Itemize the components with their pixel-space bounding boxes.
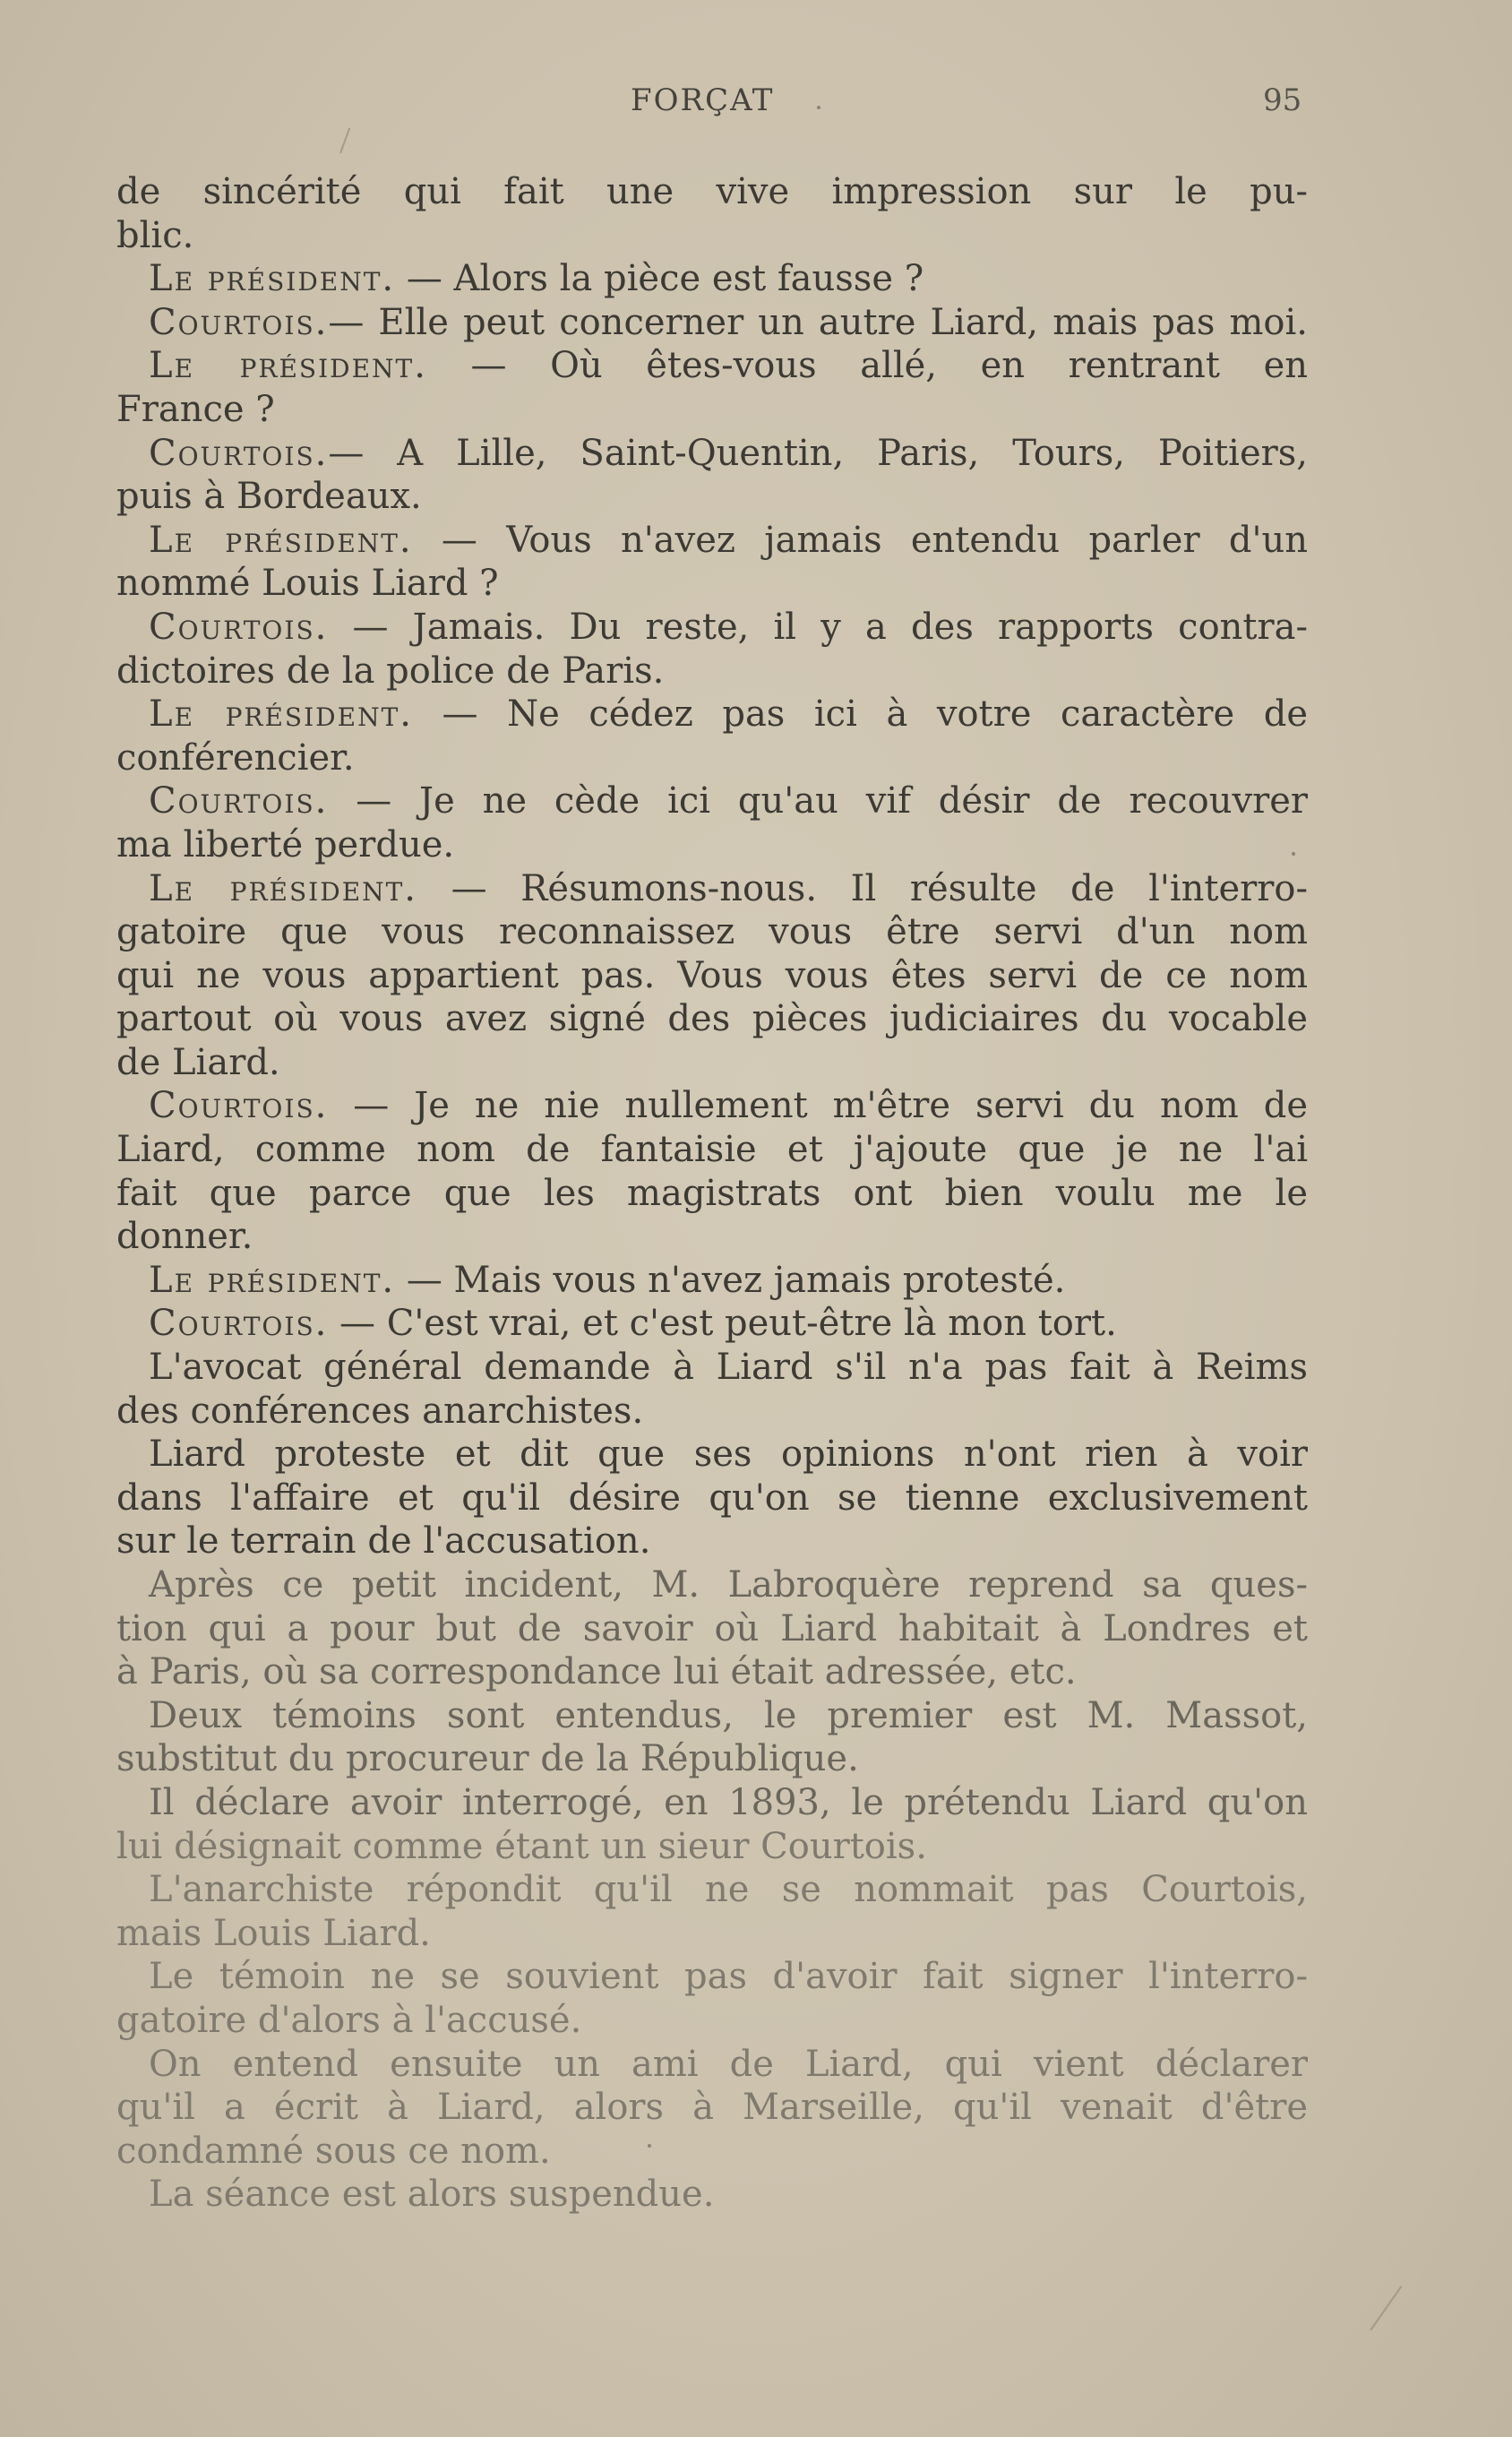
line-text: sur le terrain de l'accusation. [116,1520,651,1563]
text-line [116,1650,1308,1694]
line-text: L'avocat général demande à Liard s'il n'a pas fait à Reims [149,1347,1308,1389]
line-text: — Mais vous n'avez jamais protesté. [395,1259,1066,1301]
line-text: dictoires de la police de Paris. [116,650,665,692]
speaker-name: Courtois. [149,606,329,648]
text-line [116,1520,1308,1563]
line-text: Deux témoins sont entendus, le premier est M. Massot, [149,1694,1308,1736]
text-line [116,1781,1308,1825]
line-text: condamné sous ce nom. [116,2130,551,2172]
text-line [116,910,1308,954]
text-line [116,2086,1308,2130]
paper-speck [648,2144,651,2148]
text-line [116,562,1308,606]
line-text: qu'il a écrit à Liard, alors à Marseille, qu'il venait d'être [116,2087,1308,2129]
speaker-name: Courtois. [149,1085,329,1127]
line-text: La séance est alors suspendue. [149,2174,715,2216]
text-line [116,1607,1308,1651]
text-line [116,475,1308,519]
text-line [116,519,1308,563]
speaker-name: Courtois. [149,780,329,822]
line-text: — A Lille, Saint-Quentin, Paris, Tours, Poitiers, [328,432,1308,474]
speaker-name: Le président. [149,1259,396,1301]
text-line [116,1128,1308,1172]
speaker-name: Courtois. [149,432,329,474]
line-text: — Ne cédez pas ici à votre caractère de [412,693,1308,736]
line-text: — Résumons-nous. Il résulte de l'interro- [417,867,1309,909]
line-text: — Je ne nie nullement m'être servi du nom de [328,1085,1308,1127]
line-text: partout où vous avez signé des pièces judiciaires du vocable [116,998,1308,1040]
running-head [0,82,1512,127]
text-line [116,1955,1308,1999]
line-text: blic. [116,214,194,256]
line-text: Liard, comme nom de fantaisie et j'ajoute que je ne l'ai [116,1129,1308,1171]
line-text: gatoire d'alors à l'accusé. [116,1999,582,2041]
text-line [116,2130,1308,2174]
line-text: France ? [116,388,275,430]
text-line [116,1912,1308,1956]
text-line [116,257,1308,301]
text-line [116,344,1308,388]
line-text: — C'est vrai, et c'est peut-être là mon tort. [328,1303,1117,1345]
line-text: dans l'affaire et qu'il désire qu'on se tienne exclusivement [116,1477,1308,1519]
text-line [116,1346,1308,1390]
line-text: — Elle peut concerner un autre Liard, mais pas moi. [328,301,1308,343]
line-text: de Liard. [116,1041,280,1083]
line-text: à Paris, où sa correspondance lui était adressée, etc. [116,1651,1077,1693]
page-number: 95 [1263,82,1302,118]
line-text: tion qui a pour but de savoir où Liard habitait à Londres et [116,1607,1308,1649]
text-line [116,1999,1308,2043]
speaker-name: Courtois. [149,301,329,343]
speaker-name: Le président. [149,519,413,561]
paper-speck [817,106,820,109]
text-line [116,2043,1308,2087]
text-line [116,432,1308,476]
paper-scratch [339,127,350,153]
text-line [116,1259,1308,1303]
line-text: — Je ne cède ici qu'au vif désir de recouvrer [328,780,1308,822]
text-line [116,1737,1308,1781]
text-line [116,2173,1308,2217]
line-text: fait que parce que les magistrats ont bien voulu me le [116,1172,1308,1214]
line-text: substitut du procureur de la République. [116,1738,859,1780]
text-line [116,867,1308,911]
line-text: des conférences anarchistes. [116,1390,644,1432]
page-body-text [116,170,1308,2217]
line-text: conférencier. [116,736,355,779]
text-line [116,1390,1308,1434]
text-line [116,1215,1308,1259]
paper-scratch [1370,2286,1402,2330]
text-line [116,650,1308,693]
text-line [116,1563,1308,1607]
text-line [116,779,1308,823]
line-text: mais Louis Liard. [116,1912,431,1954]
paper-speck [1292,852,1295,856]
line-text: — Jamais. Du reste, il y a des rapports contra- [328,606,1308,648]
text-line [116,1868,1308,1912]
line-text: nommé Louis Liard ? [116,563,499,605]
text-line [116,214,1308,258]
speaker-name: Courtois. [149,1303,329,1345]
text-line [116,1477,1308,1520]
text-line [116,823,1308,867]
line-text: Après ce petit incident, M. Labroquère reprend sa ques- [149,1564,1308,1606]
line-text: ma liberté perdue. [116,823,455,865]
text-line [116,1694,1308,1738]
text-line [116,388,1308,432]
line-text: de sincérité qui fait une vive impression sur le pu- [116,171,1308,212]
speaker-name: Le président. [149,867,418,909]
text-line [116,693,1308,736]
text-line [116,301,1308,345]
speaker-name: Le président. [149,258,396,300]
line-text: gatoire que vous reconnaissez vous être servi d'un nom [116,911,1308,953]
speaker-name: Le président. [149,693,413,736]
text-line [116,170,1308,214]
line-text: Il déclare avoir interrogé, en 1893, le prétendu Liard qu'on [149,1781,1308,1823]
line-text: Le témoin ne se souvient pas d'avoir fait signer l'interro- [149,1956,1308,1998]
line-text: — Où êtes-vous allé, en rentrant en [426,345,1308,387]
line-text: qui ne vous appartient pas. Vous vous êtes servi de ce nom [116,954,1308,996]
line-text: — Vous n'avez jamais entendu parler d'un [412,519,1308,561]
text-line [116,1302,1308,1346]
speaker-name: Le président. [149,345,427,387]
line-text: donner. [116,1216,253,1258]
line-text: — Alors la pièce est fausse ? [395,258,924,300]
line-text: lui désignait comme étant un sieur Courtois. [116,1825,927,1867]
line-text: Liard proteste et dit que ses opinions n'ont rien à voir [149,1434,1308,1476]
line-text: L'anarchiste répondit qu'il ne se nommait pas Courtois, [149,1869,1308,1911]
text-line [116,1825,1308,1869]
text-line [116,1041,1308,1085]
text-line [116,1172,1308,1216]
line-text: On entend ensuite un ami de Liard, qui vient déclarer [149,2043,1308,2085]
text-line [116,606,1308,650]
text-line [116,997,1308,1041]
text-line [116,736,1308,780]
text-line [116,1433,1308,1477]
text-line [116,954,1308,998]
running-title: FORÇAT [631,82,775,118]
text-line [116,1084,1308,1128]
line-text: puis à Bordeaux. [116,476,422,518]
